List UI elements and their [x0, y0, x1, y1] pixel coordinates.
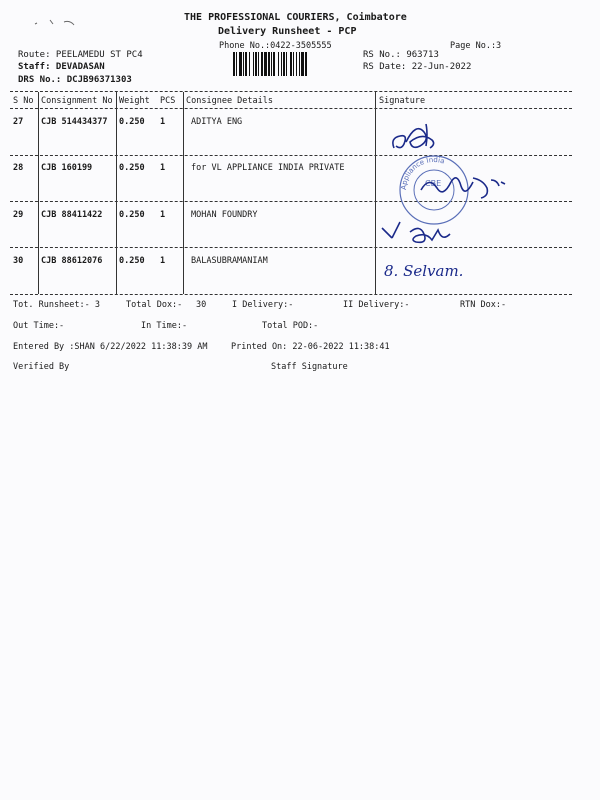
tot-runsheet: Tot. Runsheet:- 3: [13, 300, 100, 310]
out-time: Out Time:-: [13, 321, 65, 331]
column-divider: [375, 92, 376, 294]
row-consignment: CJB 160199: [41, 163, 93, 173]
rs-number: RS No.: 963713: [363, 50, 439, 60]
row-sno: 28: [13, 163, 24, 173]
row-sno: 29: [13, 210, 24, 220]
row-rule: [10, 155, 572, 156]
entered-by: Entered By :SHAN 6/22/2022 11:38:39 AM: [13, 342, 208, 352]
corner-marks: [30, 14, 90, 34]
row-consignment: CJB 514434377: [41, 117, 108, 127]
col-header-sno: S No: [13, 96, 34, 106]
i-delivery: I Delivery:-: [232, 300, 294, 310]
runsheet-subtitle: Delivery Runsheet - PCP: [218, 26, 357, 37]
phone-number: Phone No.:0422-3505555: [219, 41, 332, 51]
table-bottom-rule: [10, 294, 572, 295]
column-divider: [38, 92, 39, 294]
page-number: Page No.:3: [450, 41, 502, 51]
col-header-pcs: PCS: [160, 96, 176, 106]
row-consignee: MOHAN FOUNDRY: [191, 210, 258, 220]
col-header-weight: Weight: [119, 96, 150, 106]
column-divider: [183, 92, 184, 294]
barcode: [232, 52, 352, 76]
col-header-consignee: Consignee Details: [186, 96, 273, 106]
stamp-ring-text: Appliance India: [399, 155, 446, 191]
row-weight: 0.250: [119, 210, 145, 220]
row-consignment: CJB 88612076: [41, 256, 103, 266]
row-consignment: CJB 88411422: [41, 210, 103, 220]
table-header-rule: [10, 108, 572, 109]
row-rule: [10, 247, 572, 248]
route: Route: PEELAMEDU ST PC4: [18, 50, 143, 60]
signature-row-28: [415, 170, 515, 210]
drs-number: DRS No.: DCJB96371303: [18, 75, 132, 85]
total-dox-value: 30: [196, 300, 207, 310]
row-pcs: 1: [160, 163, 166, 173]
row-pcs: 1: [160, 210, 166, 220]
printed-on: Printed On: 22-06-2022 11:38:41: [231, 342, 390, 352]
company-title: THE PROFESSIONAL COURIERS, Coimbatore: [184, 12, 407, 23]
column-divider: [116, 92, 117, 294]
stamp-center-text: CBE: [425, 179, 442, 188]
row-weight: 0.250: [119, 163, 145, 173]
row-consignee: BALASUBRAMANIAM: [191, 256, 268, 266]
col-header-signature: Signature: [379, 96, 426, 106]
signature-row-30: 8. Selvam.: [384, 262, 464, 280]
in-time: In Time:-: [141, 321, 188, 331]
staff-name: Staff: DEVADASAN: [18, 62, 105, 72]
rs-date: RS Date: 22-Jun-2022: [363, 62, 472, 72]
row-consignee: for VL APPLIANCE INDIA PRIVATE: [191, 163, 345, 173]
total-pod: Total POD:-: [262, 321, 319, 331]
row-pcs: 1: [160, 256, 166, 266]
rtn-dox: RTN Dox:-: [460, 300, 507, 310]
col-header-consignment: Consignment No: [41, 96, 113, 106]
row-sno: 27: [13, 117, 24, 127]
row-pcs: 1: [160, 117, 166, 127]
verified-by: Verified By: [13, 362, 70, 372]
signature-row-29: [378, 218, 478, 248]
row-weight: 0.250: [119, 256, 145, 266]
staff-signature-label: Staff Signature: [271, 362, 348, 372]
row-consignee: ADITYA ENG: [191, 117, 243, 127]
table-top-rule: [10, 91, 572, 92]
total-dox-label: Total Dox:-: [126, 300, 183, 310]
row-sno: 30: [13, 256, 24, 266]
ii-delivery: II Delivery:-: [343, 300, 410, 310]
row-weight: 0.250: [119, 117, 145, 127]
